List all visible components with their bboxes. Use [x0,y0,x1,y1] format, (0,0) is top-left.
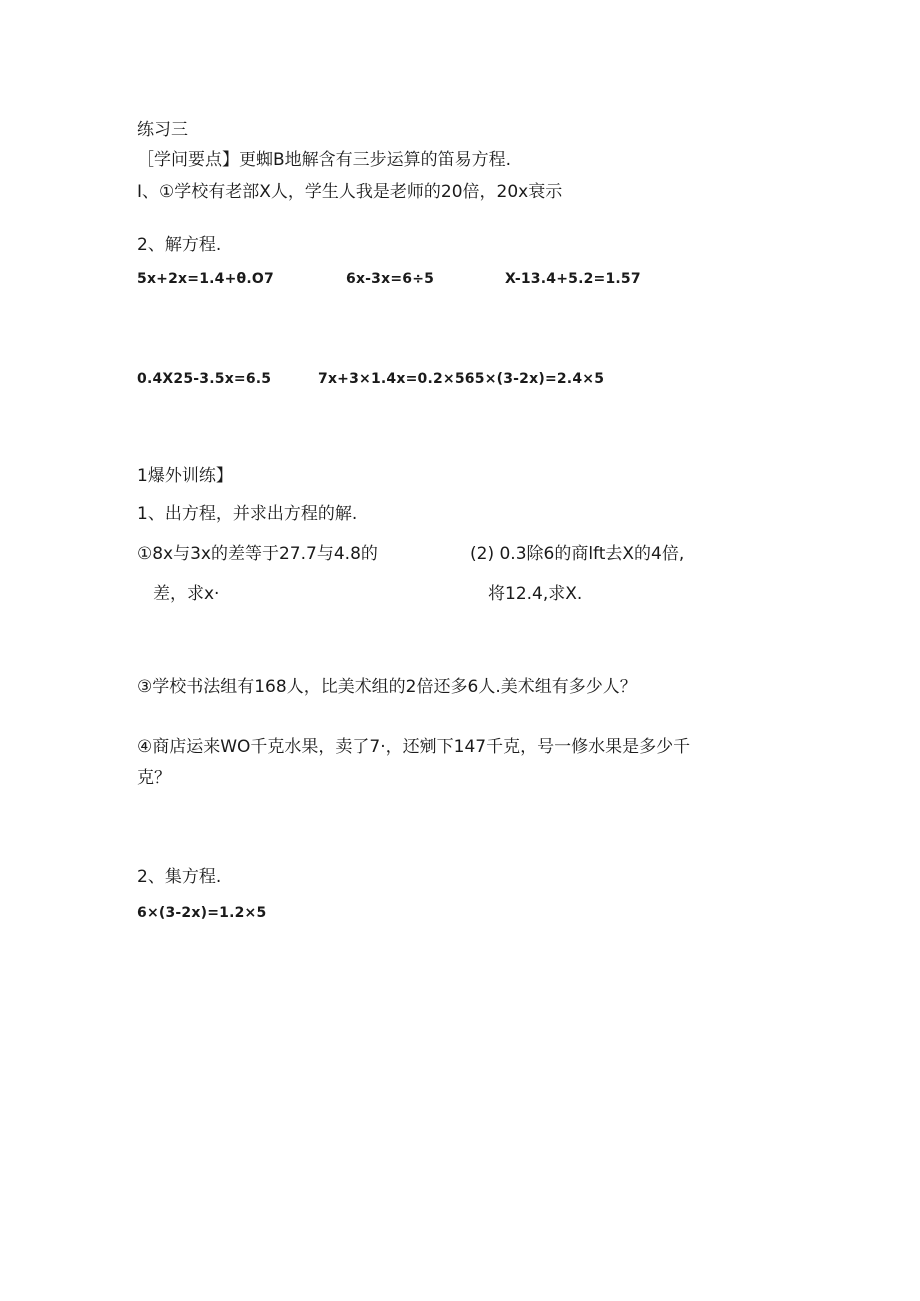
question-2-heading: 2、解方程. [137,235,222,255]
equation-1: 5x+2x=1.4+θ.O7 [137,271,274,287]
equation-6: 6×(3-2x)=1.2×5 [137,905,267,921]
item-2-line-2: 将12.4,求X. [488,584,583,604]
equation-2: 6x-3x=6÷5 [346,271,435,287]
section-heading: 1爆外训练】 [137,466,233,486]
item-4-line-2: 克？ [137,768,171,788]
equation-3: X-13.4+5.2=1.57 [505,271,641,287]
equation-5: 7x+3×1.4x=0.2×565×(3-2x)=2.4×5 [318,371,605,387]
item-4-line-1: ④商店运来WO千克水果，卖了7·，还剜下147千克，号一修水果是多少千 [137,737,691,757]
item-2-line-1: (2) 0.3除6的商lft去X的4倍, [470,544,685,564]
item-1-line-1: ①8x与3x的差等于27.7与4.8的 [137,544,378,564]
page-title: 练习三 [137,120,188,140]
question-1-text: I、①学校有老部X人，学生人我是老师的20倍，20x衰示 [137,182,563,202]
exercise-1-heading: 1、出方程，并求出方程的解. [137,504,358,524]
item-3-text: ③学校书法组有168人，比美术组的2倍还多6人.美术组有多少人？ [137,677,637,697]
key-points-line: ［学问要点】更蜘B地解含有三步运算的笛易方程. [137,150,512,170]
exercise-2-heading: 2、集方程. [137,867,222,887]
item-1-line-2: 差，求x· [153,584,220,604]
equation-4: 0.4X25-3.5x=6.5 [137,371,272,387]
